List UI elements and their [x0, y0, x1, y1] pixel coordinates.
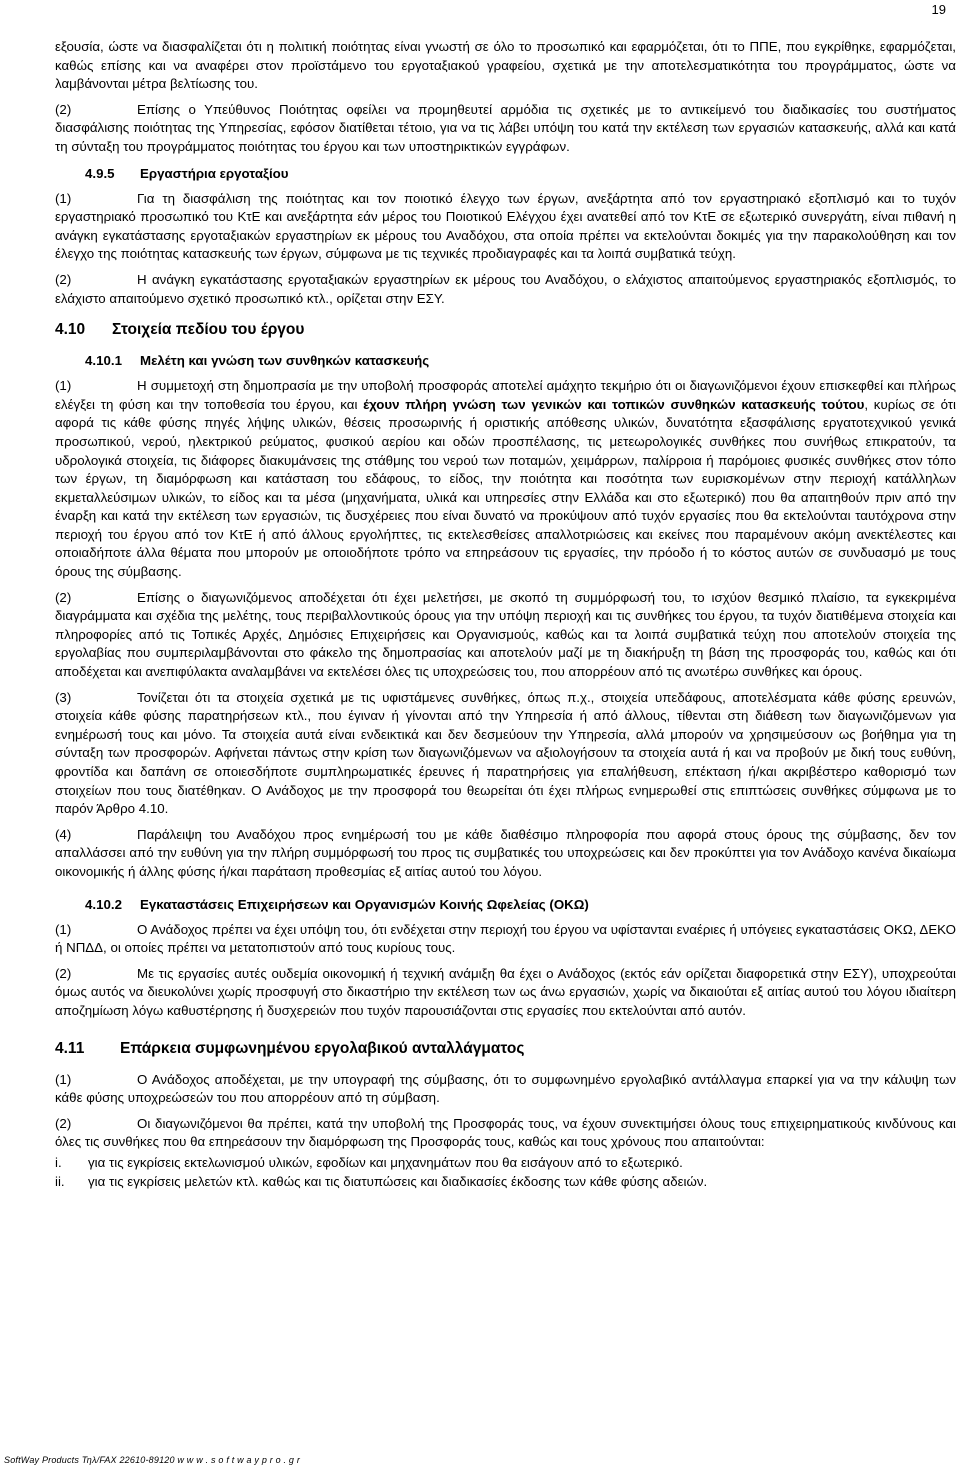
section-heading-4-10: [55, 320, 956, 340]
paragraph-4-9-5-2: [55, 271, 956, 308]
paragraph-number: (2): [55, 589, 72, 605]
paragraph-number: (2): [55, 965, 72, 981]
paragraph-number: (1): [55, 1071, 72, 1087]
section-title: Επάρκεια συμφωνημένου εργολαβικού ανταλλάγματος: [120, 1039, 525, 1057]
list-item: [55, 1173, 956, 1192]
paragraph-number: (4): [55, 826, 72, 842]
section-heading-4-11: [55, 1039, 956, 1059]
paragraph-4-11-2: [55, 1115, 956, 1152]
section-title: Μελέτη και γνώση των συνθηκών κατασκευής: [140, 353, 430, 369]
paragraph-text: Παράλειψη του Αναδόχου προς ενημέρωσή του με κάθε διαθέσιμο πληροφορία που αφορά στους όρους της σύμβασης, δεν τον απαλλάσσει από την ευθύνη για την πλήρη συμμόρφωσή του προς τις συμβατικές του υποχρεώσεις και δεν προκύπτει για τον Ανάδοχο κανένα δικαίωμα οικονομικής ή άλλης φύσης ή/και παράταση προθεσμίας εξ αιτίας αυτού του λόγου.: [55, 826, 956, 879]
section-number: 4.9.5: [85, 165, 115, 181]
page-number: 19: [931, 2, 946, 17]
paragraph-2: [55, 101, 956, 157]
section-number: 4.11: [55, 1039, 85, 1057]
paragraph-text: Με τις εργασίες αυτές ουδεμία οικονομική ή τεχνική ανάμιξη θα έχει ο Ανάδοχος (εκτός εάν ορίζεται διαφορετικά στην ΕΣΥ), υποχρεούται όμως αυτός να διευκολύνει χωρίς προσφυγή στο δικαστήριο την εκτέλεση των ως άνω εργασιών, χωρίς να δικαιούται εξ αιτίας αυτού του λόγου ιδιαίτερη αποζημίωση λόγω καθυστέρησης ή δυσχερειών που τυχόν παρουσιάζονται στις εργασίες που εκτελούνται από αυτόν.: [55, 965, 956, 1018]
paragraph-4-9-5-1: [55, 190, 956, 264]
footer-text: SoftWay Products Τηλ/FAX 22610-89120 w w w . s o f t w a y p r o . g r: [4, 1455, 301, 1465]
document-body: [55, 38, 956, 1191]
list-marker: i.: [55, 1154, 62, 1170]
section-heading-4-10-2: [85, 896, 956, 914]
section-title: Εγκαταστάσεις Επιχειρήσεων και Οργανισμών Κοινής Ωφελείας (ΟΚΩ): [140, 896, 589, 912]
paragraph-text: Για τη διασφάλιση της ποιότητας και τον ποιοτικό έλεγχο των έργων, ανεξάρτητα από τον εργαστηριακό εξοπλισμό και το τυχόν εργαστηριακό προσωπικό του ΚτΕ και ανεξάρτητα εάν μέρος του Ποιοτικού Ελέγχου έχει ανατεθεί από τον ΚτΕ σε εξωτερικό συνεργάτη, είναι πιθανή η ανάγκη εγκατάστασης εργοταξιακών εργαστηρίων εκ μέρους του Αναδόχου, στα οποία πρέπει να εκτελούνται δοκιμές για την παρακολούθηση και τον έλεγχο της ποιότητας κατασκευής των έργων, σύμφωνα με τις τεχνικές προδιαγραφές και τα λοιπά συμβατικά τεύχη.: [55, 190, 956, 262]
paragraph-4-10-1-3: [55, 689, 956, 819]
paragraph-4-10-2-1: [55, 921, 956, 958]
paragraph-number: (2): [55, 271, 72, 287]
paragraph-number: (1): [55, 921, 72, 937]
paragraph-text: Οι διαγωνιζόμενοι θα πρέπει, κατά την υποβολή της Προσφοράς τους, να έχουν συνεκτιμήσει όλους τους επιχειρηματικούς κινδύνους και όλες τις συνθήκες που θα επηρεάσουν την διαμόρφωση της Προσφοράς τους, καθώς και τους χρόνους που απαιτούνται:: [55, 1115, 956, 1150]
paragraph-text: Επίσης ο διαγωνιζόμενος αποδέχεται ότι έχει μελετήσει, με σκοπό τη συμμόρφωσή του, το ισχύον θεσμικό πλαίσιο, τα εγκεκριμένα διαγράμματα και σχέδια της μελέτης, τους περιβαλλοντικούς όρους για την υπόψη περιοχή και τις συνθήκες του έργου, τα τυχόν διατιθέμενα στοιχεία και πληροφορίες από τις Τοπικές Αρχές, Δημόσιες Επιχειρήσεις και Οργανισμούς, καθώς και τα λοιπά συμβατικά τεύχη που αποτελούν στοιχεία της εργολαβίας που συμπεριλαμβάνονται στο φάκελο της δημοπρασίας και αποτελούν μαζί με τη διακήρυξη τη βάση της προσφοράς του, καθώς και ότι αποδέχεται και ανεπιφύλακτα αναλαμβάνει να εκτελέσει όλες τις υποχρεώσεις του, που απορρέουν από τις ανωτέρω συνθήκες και όρους.: [55, 589, 956, 680]
list-marker: ii.: [55, 1173, 65, 1189]
paragraph-text: Η συμμετοχή στη δημοπρασία με την υποβολή προσφοράς αποτελεί αμάχητο τεκμήριο ότι οι διαγωνιζόμενοι έχουν επισκεφθεί και πλήρως ελέγξει τη φύση και την τοποθεσία του έργου, και: [55, 378, 956, 412]
section-heading-4-10-1: [85, 352, 956, 370]
section-heading-4-9-5: [85, 165, 956, 183]
section-number: 4.10.2: [85, 896, 122, 912]
paragraph-4-10-1-4: [55, 826, 956, 882]
paragraph-text: Ο Ανάδοχος αποδέχεται, με την υπογραφή της σύμβασης, ότι το συμφωνημένο εργολαβικό αντάλλαγμα επαρκεί για να την κάλυψη των κάθε φύσης υποχρεώσεών του που απορρέουν από τη σύμβαση.: [55, 1071, 956, 1106]
paragraph-number: (1): [55, 190, 72, 206]
paragraph-number: (2): [55, 1115, 72, 1131]
paragraph-number: (1): [55, 378, 72, 394]
paragraph-text-continued: , κυρίως σε ότι αφορά τις κάθε φύσης πηγές λήψης υλικών, θέσεις προσωρινής ή οριστικής απόθεσης υλικών, δυνατότητα εξασφάλισης εργατοτεχνικού γενικά προσωπικού, νερού, ηλεκτρικού ρεύματος, φυσικού αερίου και οδών προσπέλασης, τις μετεωρολογικές συνθήκες που συνήθως επικρατούν, τα υδρολογικά στοιχεία, τις διάφορες διακυμάνσεις της στάθμης του νερού των ποταμών, χειμάρρων, παλίρροια ή παρόμοιες φυσικές συνθήκες στον τόπο των έργων, τη διαμόρφωση και κατάσταση του εδάφους, το είδος, την ποιότητα και ποσότητα των ευρισκομένων στην περιοχή κατάλληλων εκμεταλλεύσιμων υλικών, το είδος και τα μέσα (μηχανήματα, υλικά και υπηρεσίες στην Ελλάδα και στο εξωτερικό) που θα απαιτηθούν πριν από την έναρξη και κατά την εκτέλεση των εργασιών, τις δυσχέρειες που είναι δυνατό να προκύψουν από τυχόν εργασίες που θα εκτελούνται ταυτόχρονα στην περιοχή του έργου από τον ΚτΕ ή από άλλους εργολήπτες, τις εκτελεσθείσες απαλλοτριώσεις και εκείνες που παραμένουν ακόμη ανεκτέλεστες και οποιαδήποτε άλλα θέματα που μπορούν με οποιοδήποτε τρόπο να επηρεάσουν τις εργασίες, την πρόοδο ή το κόστος αυτών σε συνδυασμό με τους όρους της σύμβασης.: [55, 396, 956, 580]
paragraph-text: Επίσης ο Υπεύθυνος Ποιότητας οφείλει να προμηθευτεί αρμόδια τις σχετικές με το αντικείμενό του διαδικασίες του συστήματος διασφάλισης ποιότητας της Υπηρεσίας, εφόσον διατίθεται τέτοιο, για να τις λάβει υπόψη του κατά την εκτέλεση των εργασιών κατασκευής, αλλά και κατά τη σύνταξη του προγράμματος ποιότητας του έργου και των υποστηρικτικών εγγράφων.: [55, 101, 956, 154]
paragraph-text: Ο Ανάδοχος πρέπει να έχει υπόψη του, ότι ενδέχεται στην περιοχή του έργου να υφίστανται εναέριες ή υπόγειες εγκαταστάσεις ΟΚΩ, ΔΕΚΟ ή ΝΠΔΔ, οι οποίες πρέπει να μετατοπιστούν από τους κυρίους τους.: [55, 921, 956, 956]
paragraph-4-11-1: [55, 1071, 956, 1108]
paragraph-4-10-2-2: [55, 965, 956, 1021]
paragraph-text: Η ανάγκη εγκατάστασης εργοταξιακών εργαστηρίων εκ μέρους του Αναδόχου, ο ελάχιστος απαιτούμενος εργαστηριακός εξοπλισμός, το ελάχιστο απαιτούμενο σχετικό προσωπικό κτλ., ορίζεται στην ΕΣΥ.: [55, 271, 956, 306]
section-number: 4.10.1: [85, 353, 122, 369]
section-title: Στοιχεία πεδίου του έργου: [112, 321, 305, 339]
section-title: Εργαστήρια εργοταξίου: [140, 165, 289, 181]
section-number: 4.10: [55, 321, 86, 339]
paragraph-4-10-1-2: [55, 589, 956, 682]
paragraph-number: (2): [55, 101, 72, 117]
paragraph-text: Τονίζεται ότι τα στοιχεία σχετικά με τις υφιστάμενες συνθήκες, όπως π.χ., στοιχεία υπεδάφους, αποτελέσματα κάθε φύσης ερευνών, στοιχεία κάθε φύσης παρατηρήσεων κτλ., που έγιναν ή γίνονται από την Υπηρεσία ή από άλλους, τίθενται στη διάθεση των διαγωνιζόμενων για ενημέρωσή τους και μόνο. Τα στοιχεία αυτά είναι ενδεικτικά και δεν δεσμεύουν την Υπηρεσία, αλλά μπορούν να χρησιμεύσουν ως βοήθημα για τη σύνταξη των προσφορών. Αφήνεται πάντως στην κρίση των διαγωνιζόμενων να αξιολογήσουν τα στοιχεία αυτά ή και να προβούν με δική τους ευθύνη, φροντίδα και δαπάνη σε οποιεσδήποτε συμπληρωματικές έρευνες ή παρατηρήσεις για επαλήθευση, επέκταση ή/και ακριβέστερο καθορισμό των στοιχείων που τους διατέθηκαν. Ο Ανάδοχος με την προσφορά του θεωρείται ότι έχει πλήρως ενημερωθεί στις επιπτώσεις συνθήκες σύμφωνα με το παρόν Άρθρο 4.10.: [55, 689, 956, 817]
list-text: για τις εγκρίσεις εκτελωνισμού υλικών, εφοδίων και μηχανημάτων που θα εισάγουν από το εξωτερικό.: [88, 1154, 683, 1170]
list-text: για τις εγκρίσεις μελετών κτλ. καθώς και τις διατυπώσεις και διαδικασίες έκδοσης των κάθε φύσης αδειών.: [88, 1173, 708, 1189]
paragraph-bold-text: έχουν πλήρη γνώση των γενικών και τοπικών συνθηκών κατασκευής τούτου: [363, 396, 865, 412]
paragraph-number: (3): [55, 689, 72, 705]
intro-paragraph: εξουσία, ώστε να διασφαλίζεται ότι η πολιτική ποιότητας είναι γνωστή σε όλο το προσωπικό και εφαρμόζεται, ότι το ΠΠΕ, που εγκρίθηκε, εφαρμόζεται, καθώς επίσης και να αναφέρει στον προϊστάμενο του εργοταξιακού γραφείου, σχετικά με την αποτελεσματικότητα του προγράμματος, ώστε να λαμβάνονται μέτρα βελτίωσης του.: [55, 39, 956, 92]
paragraph-4-10-1-1: [55, 377, 956, 582]
list-item: [55, 1154, 956, 1173]
